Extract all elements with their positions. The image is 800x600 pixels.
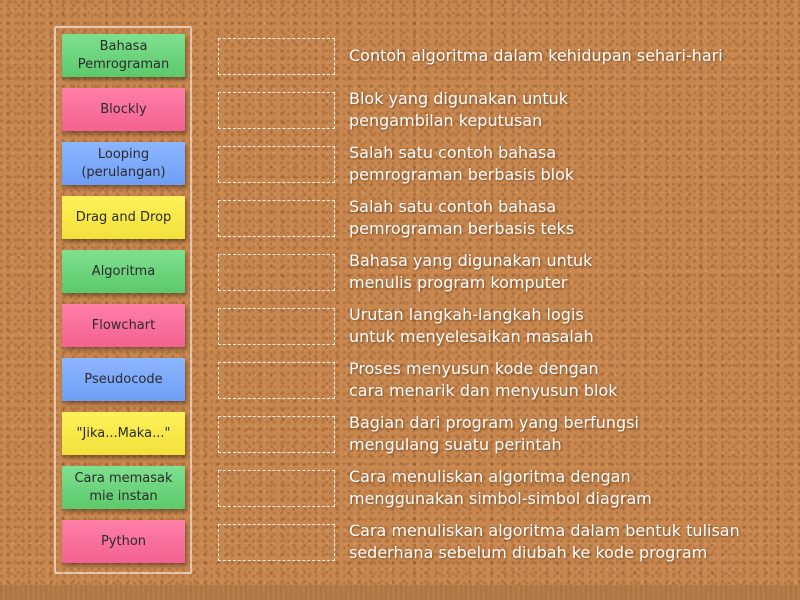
card-pseudocode[interactable] bbox=[62, 358, 185, 401]
drop-slot[interactable] bbox=[218, 524, 335, 561]
description-7 bbox=[349, 358, 789, 402]
description-line: sederhana sebelum diubah ke kode program bbox=[349, 543, 708, 562]
drop-slot[interactable] bbox=[218, 92, 335, 129]
description-line: pemrograman berbasis teks bbox=[349, 219, 575, 238]
description-6 bbox=[349, 304, 789, 348]
description-line: Bagian dari program yang berfungsi bbox=[349, 413, 639, 432]
description-line: menggunakan simbol-simbol diagram bbox=[349, 489, 652, 508]
drop-slot[interactable] bbox=[218, 38, 335, 75]
card-label: Looping (perulangan) bbox=[81, 146, 166, 180]
description-line: cara menarik dan menyusun blok bbox=[349, 381, 618, 400]
description-line: Contoh algoritma dalam kehidupan sehari-hari bbox=[349, 46, 723, 65]
card-label: Bahasa Pemrograman bbox=[77, 38, 170, 72]
description-line: pemrograman berbasis blok bbox=[349, 165, 575, 184]
description-line: untuk menyelesaikan masalah bbox=[349, 327, 594, 346]
drop-slot[interactable] bbox=[218, 146, 335, 183]
card-looping[interactable] bbox=[62, 142, 185, 185]
description-1 bbox=[349, 45, 789, 67]
card-label: Blockly bbox=[100, 101, 147, 117]
drop-slot[interactable] bbox=[218, 416, 335, 453]
board-frame-bottom bbox=[0, 585, 800, 600]
card-label: Pseudocode bbox=[84, 371, 163, 387]
card-jika-maka[interactable] bbox=[62, 412, 185, 455]
drop-slot[interactable] bbox=[218, 254, 335, 291]
drop-slot[interactable] bbox=[218, 308, 335, 345]
description-line: Bahasa yang digunakan untuk bbox=[349, 251, 593, 270]
drop-slot[interactable] bbox=[218, 470, 335, 507]
description-line: Urutan langkah-langkah logis bbox=[349, 305, 584, 324]
card-cara-memasak[interactable] bbox=[62, 466, 185, 509]
description-9 bbox=[349, 466, 789, 510]
description-line: pengambilan keputusan bbox=[349, 111, 543, 130]
description-4 bbox=[349, 196, 789, 240]
description-line: Cara menuliskan algoritma dengan bbox=[349, 467, 631, 486]
card-label: Drag and Drop bbox=[75, 209, 172, 225]
card-flowchart[interactable] bbox=[62, 304, 185, 347]
description-line: Salah satu contoh bahasa bbox=[349, 143, 557, 162]
card-label: Flowchart bbox=[91, 317, 156, 333]
description-8 bbox=[349, 412, 789, 456]
description-line: menulis program komputer bbox=[349, 273, 568, 292]
description-line: Blok yang digunakan untuk bbox=[349, 89, 569, 108]
description-line: Salah satu contoh bahasa bbox=[349, 197, 557, 216]
drop-slot[interactable] bbox=[218, 362, 335, 399]
description-2 bbox=[349, 88, 789, 132]
card-bahasa-pemrograman[interactable] bbox=[62, 34, 185, 77]
description-line: Cara menuliskan algoritma dalam bentuk tulisan bbox=[349, 521, 740, 540]
description-3 bbox=[349, 142, 789, 186]
card-label: Python bbox=[100, 533, 147, 549]
card-algoritma[interactable] bbox=[62, 250, 185, 293]
description-10 bbox=[349, 520, 789, 564]
card-drag-and-drop[interactable] bbox=[62, 196, 185, 239]
card-label: Cara memasak mie instan bbox=[74, 470, 173, 504]
card-python[interactable] bbox=[62, 520, 185, 563]
description-5 bbox=[349, 250, 789, 294]
drop-slot[interactable] bbox=[218, 200, 335, 237]
description-line: mengulang suatu perintah bbox=[349, 435, 562, 454]
card-label: Algoritma bbox=[91, 263, 156, 279]
card-blockly[interactable] bbox=[62, 88, 185, 131]
description-line: Proses menyusun kode dengan bbox=[349, 359, 599, 378]
card-label: "Jika...Maka..." bbox=[76, 425, 171, 441]
